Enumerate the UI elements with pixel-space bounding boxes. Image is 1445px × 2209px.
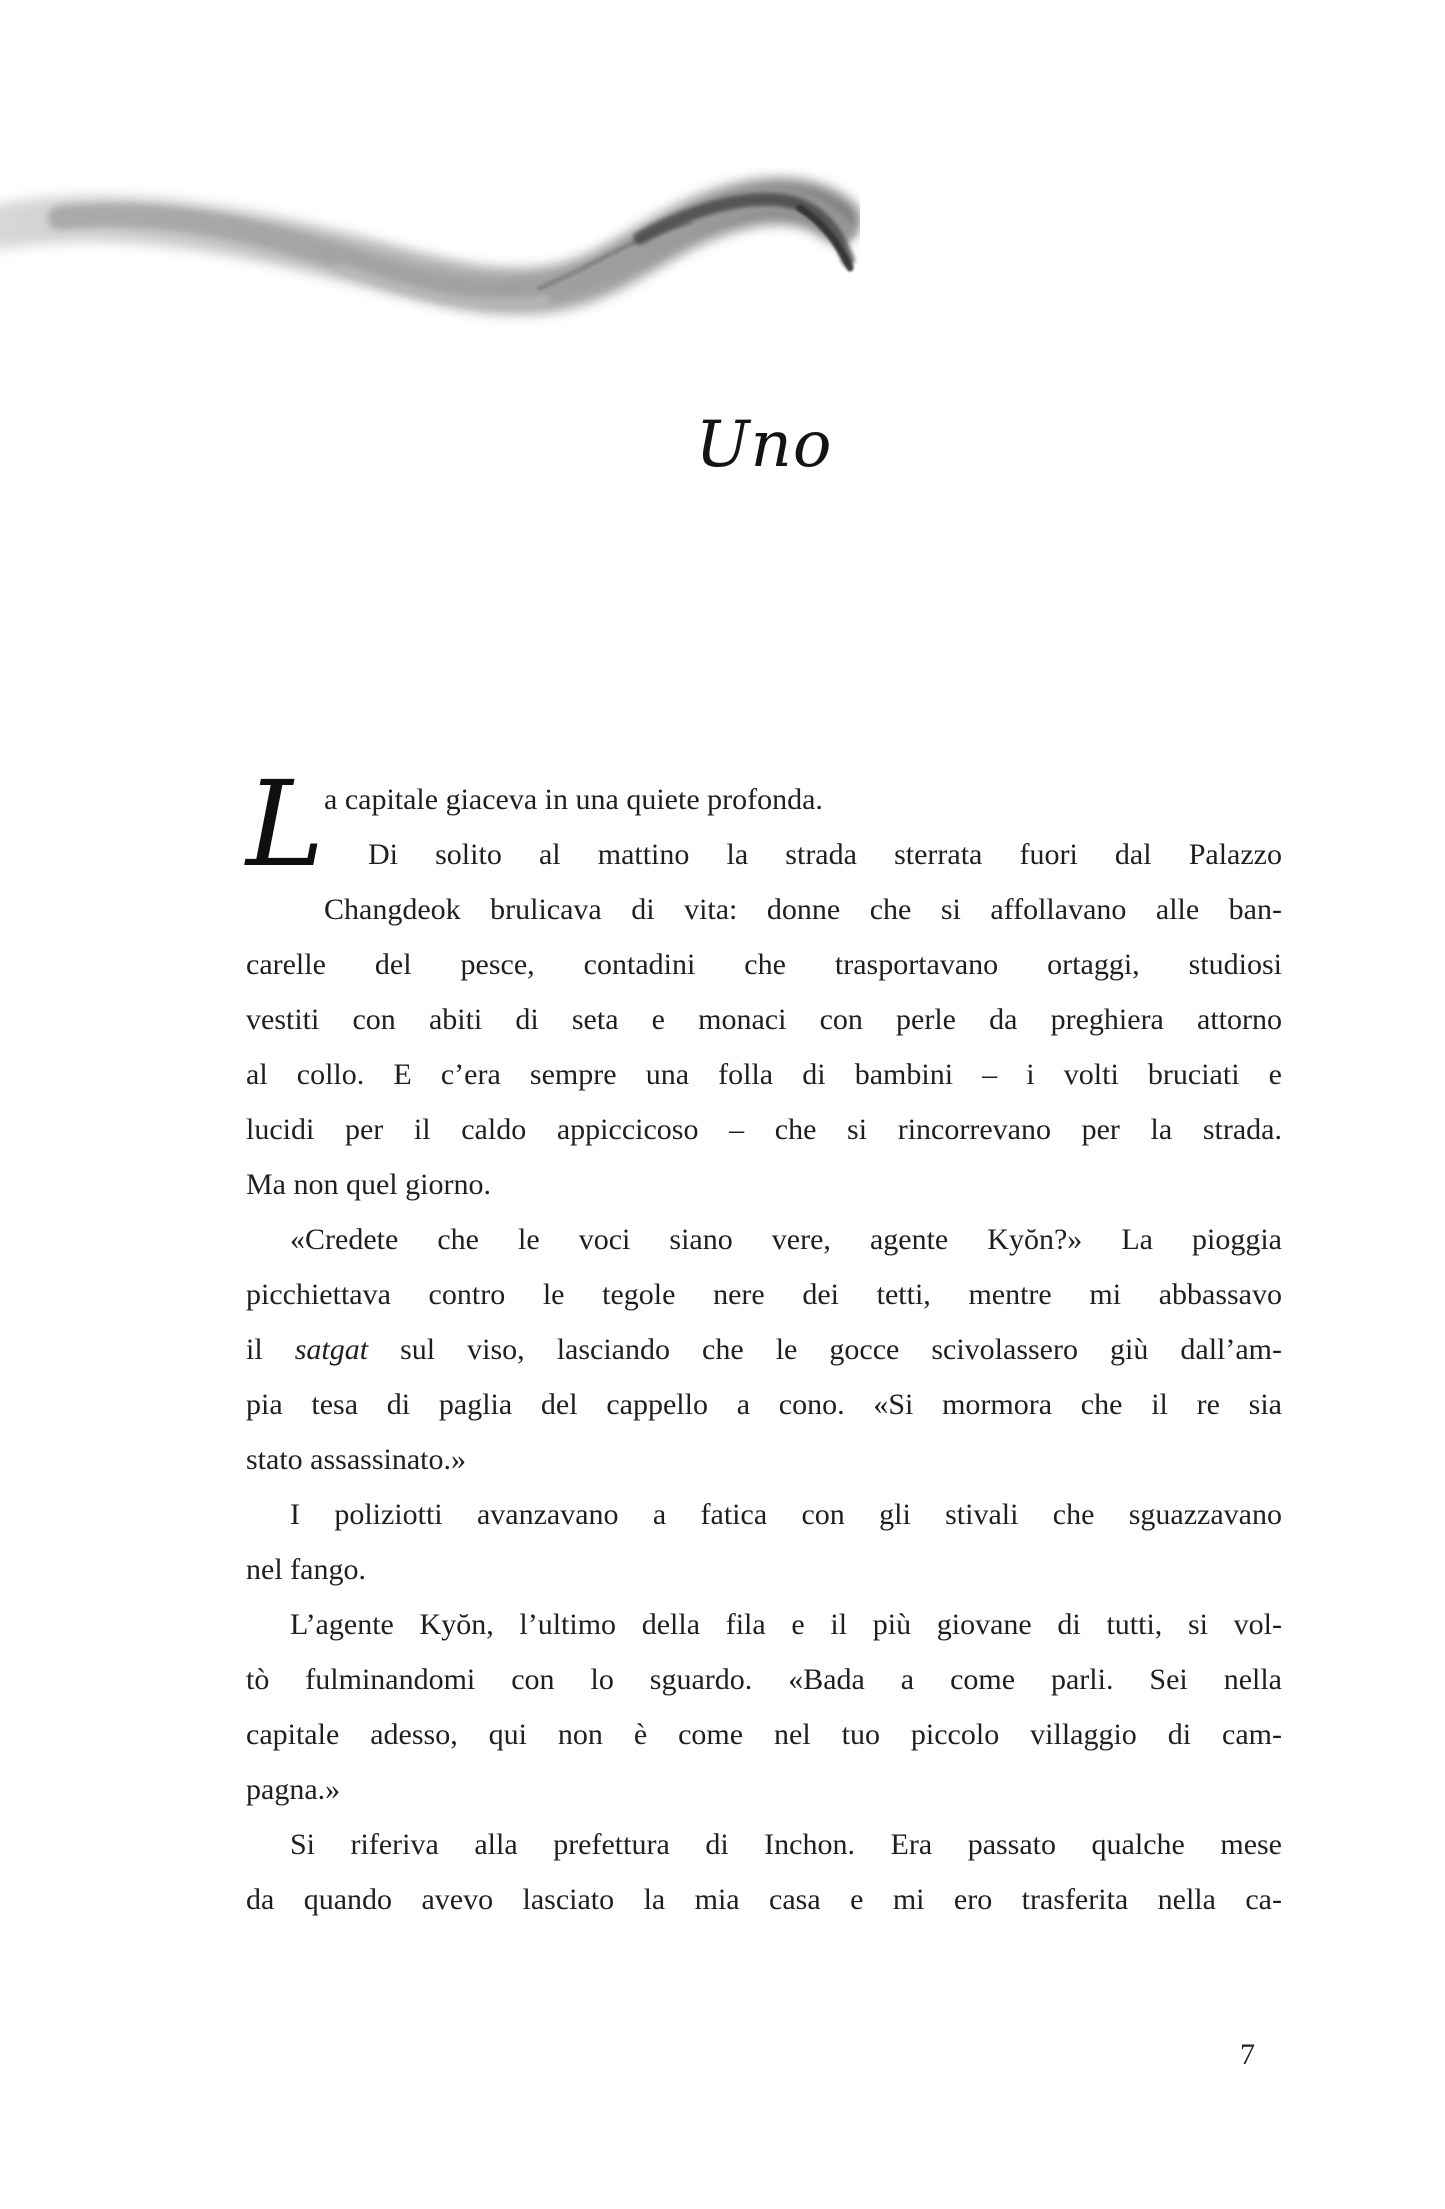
- text-segment: tò fulminandomi con lo sguardo. «Bada a come parli. Sei nella: [246, 1663, 1282, 1696]
- text-segment: da quando avevo lasciato la mia casa e mi ero trasferita nella ca-: [246, 1883, 1282, 1916]
- text-line: [246, 1157, 1282, 1212]
- paragraph: [246, 1487, 1282, 1597]
- paragraph: [246, 1817, 1282, 1927]
- text-segment: a capitale giaceva in una quiete profonda.: [324, 783, 823, 816]
- text-line: [246, 882, 1282, 937]
- paragraph: [246, 1597, 1282, 1817]
- text-segment: «Credete che le voci siano vere, agente Kyŏn?» La pioggia: [290, 1223, 1282, 1256]
- text-segment: Ma non quel giorno.: [246, 1168, 491, 1201]
- text-line: [246, 1707, 1282, 1762]
- text-line: [246, 1872, 1282, 1927]
- text-line: [246, 937, 1282, 992]
- text-segment: capitale adesso, qui non è come nel tuo piccolo villaggio di cam-: [246, 1718, 1282, 1751]
- text-line: [246, 1322, 1282, 1377]
- page-number: 7: [1240, 2038, 1255, 2071]
- text-segment: picchiettava contro le tegole nere dei tetti, mentre mi abbassavo: [246, 1278, 1282, 1311]
- text-line: [246, 1102, 1282, 1157]
- ink-brush-stroke-illustration: [0, 168, 860, 408]
- paragraph: [246, 772, 1282, 827]
- text-segment: carelle del pesce, contadini che trasportavano ortaggi, studiosi: [246, 948, 1282, 981]
- text-segment: vestiti con abiti di seta e monaci con perle da preghiera attorno: [246, 1003, 1282, 1036]
- text-line: [246, 1817, 1282, 1872]
- text-line: [246, 827, 1282, 882]
- text-line: [246, 1377, 1282, 1432]
- paragraph: [246, 1212, 1282, 1487]
- text-line: [246, 1597, 1282, 1652]
- text-segment: pagna.»: [246, 1773, 341, 1806]
- text-block: [246, 755, 1283, 1927]
- chapter-title: Uno: [695, 408, 833, 482]
- italic-text-segment: satgat: [294, 1333, 369, 1366]
- text-segment: al collo. E c’era sempre una folla di bambini – i volti bruciati e: [246, 1058, 1282, 1091]
- text-line: [246, 1047, 1282, 1102]
- text-segment: lucidi per il caldo appiccicoso – che si rincorrevano per la strada.: [246, 1113, 1282, 1146]
- text-line: [246, 1542, 1282, 1597]
- text-line: [246, 772, 1282, 827]
- text-segment: il: [246, 1333, 295, 1366]
- text-line: [246, 1652, 1282, 1707]
- paragraph: [246, 827, 1282, 1212]
- text-segment: Changdeok brulicava di vita: donne che si affollavano alle ban-: [324, 893, 1282, 926]
- text-line: [246, 1212, 1282, 1267]
- text-line: [246, 1432, 1282, 1487]
- text-line: [246, 1267, 1282, 1322]
- text-segment: L’agente Kyŏn, l’ultimo della fila e il più giovane di tutti, si vol-: [290, 1608, 1282, 1641]
- text-segment: Si riferiva alla prefettura di Inchon. Era passato qualche mese: [290, 1828, 1282, 1861]
- text-line: [246, 1487, 1282, 1542]
- text-segment: pia tesa di paglia del cappello a cono. «Si mormora che il re sia: [246, 1388, 1282, 1421]
- text-line: [246, 1762, 1282, 1817]
- text-segment: stato assassinato.»: [246, 1443, 466, 1476]
- text-segment: nel fango.: [246, 1553, 366, 1586]
- text-segment: Di solito al mattino la strada sterrata fuori dal Palazzo: [368, 838, 1282, 871]
- text-line: [246, 992, 1282, 1047]
- drop-cap-letter: L: [246, 755, 325, 893]
- text-segment: sul viso, lasciando che le gocce scivolassero giù dall’am-: [368, 1333, 1283, 1366]
- text-segment: I poliziotti avanzavano a fatica con gli stivali che sguazzavano: [290, 1498, 1282, 1531]
